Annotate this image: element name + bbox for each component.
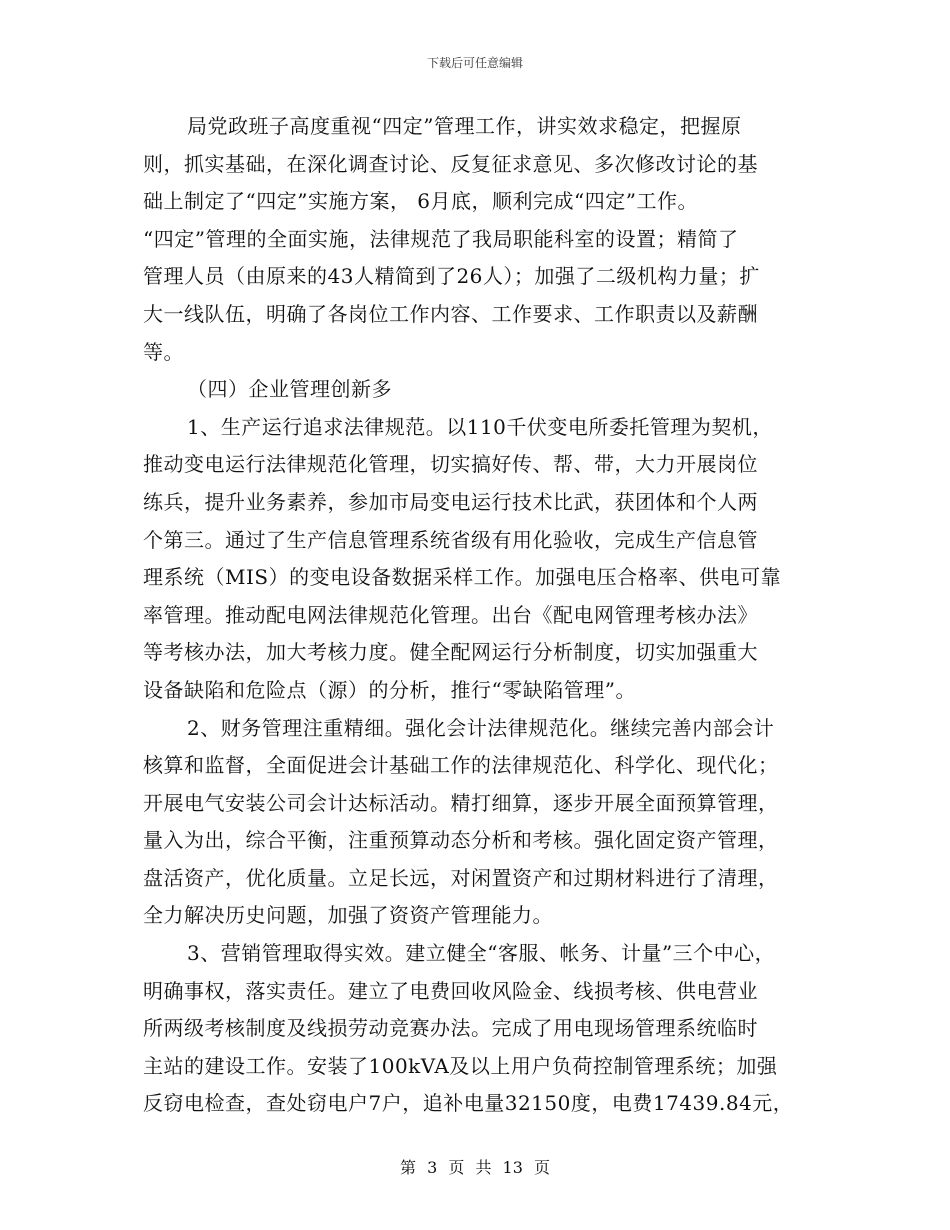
text-line: 设备缺陷和危险点（源）的分析，推行“零缺陷管理”。 — [143, 677, 636, 702]
text-line: 主站的建设工作。安装了100kVA及以上用户负荷控制管理系统；加强 — [143, 1053, 778, 1078]
text-line: 全力解决历史问题，加强了资资产管理能力。 — [143, 903, 553, 928]
text-line: 率管理。推动配电网法律规范化管理。出台《配电网管理考核办法》 — [143, 602, 758, 627]
text-line: 开展电气安装公司会计达标活动。精打细算，逐步开展全面预算管理， — [143, 790, 779, 815]
text-line: 2、财务管理注重精细。强化会计法律规范化。继续完善内部会计 — [187, 715, 775, 740]
text-line: （四）企业管理创新多 — [187, 377, 392, 402]
text-line: 局党政班子高度重视“四定”管理工作，讲实效求稳定，把握原 — [187, 114, 742, 138]
text-line: “四定”管理的全面实施，法律规范了我局职能科室的设置；精简了 — [143, 226, 739, 251]
text-line: 大一线队伍，明确了各岗位工作内容、工作要求、工作职责以及薪酬 — [143, 301, 758, 326]
text-line: 础上制定了“四定”实施方案， 6月底，顺利完成“四定”工作。 — [143, 189, 698, 214]
page-header: 下载后可任意编辑 — [426, 56, 523, 70]
text-line: 等考核办法，加大考核力度。健全配网运行分析制度，切实加强重大 — [143, 640, 758, 665]
text-line: 核算和监督，全面促进会计基础工作的法律规范化、科学化、现代化； — [143, 753, 779, 778]
text-line: 量入为出，综合平衡，注重预算动态分析和考核。强化固定资产管理， — [143, 828, 779, 853]
text-line: 理系统（MIS）的变电设备数据采样工作。加强电压合格率、供电可靠 — [143, 565, 782, 590]
text-line: 等。 — [143, 339, 184, 364]
text-line: 反窃电检查，查处窃电户7户，追补电量32150度，电费17439.84元， — [143, 1091, 794, 1116]
text-line: 则，抓实基础，在深化调查讨论、反复征求意见、多次修改讨论的基 — [143, 151, 758, 176]
text-line: 推动变电运行法律规范化管理，切实搞好传、帮、带，大力开展岗位 — [143, 452, 758, 477]
text-line: 个第三。通过了生产信息管理系统省级有用化验收，完成生产信息管 — [143, 527, 758, 552]
text-line: 明确事权，落实责任。建立了电费回收风险金、线损考核、供电营业 — [143, 978, 758, 1003]
text-line: 1、生产运行追求法律规范。以110千伏变电所委托管理为契机， — [187, 414, 773, 439]
page-footer: 第 3 页 共 13 页 — [400, 1158, 550, 1177]
text-line: 管理人员（由原来的43人精简到了26人）；加强了二级机构力量；扩 — [143, 264, 760, 289]
text-line: 练兵，提升业务素养，参加市局变电运行技术比武，获团体和个人两 — [143, 489, 758, 514]
text-line: 所两级考核制度及线损劳动竞赛办法。完成了用电现场管理系统临时 — [143, 1016, 758, 1041]
text-line: 盘活资产，优化质量。立足长远，对闲置资产和过期材料进行了清理， — [143, 865, 779, 890]
text-line: 3、营销管理取得实效。建立健全“客服、帐务、计量”三个中心， — [187, 941, 776, 966]
document-body — [143, 108, 813, 1123]
